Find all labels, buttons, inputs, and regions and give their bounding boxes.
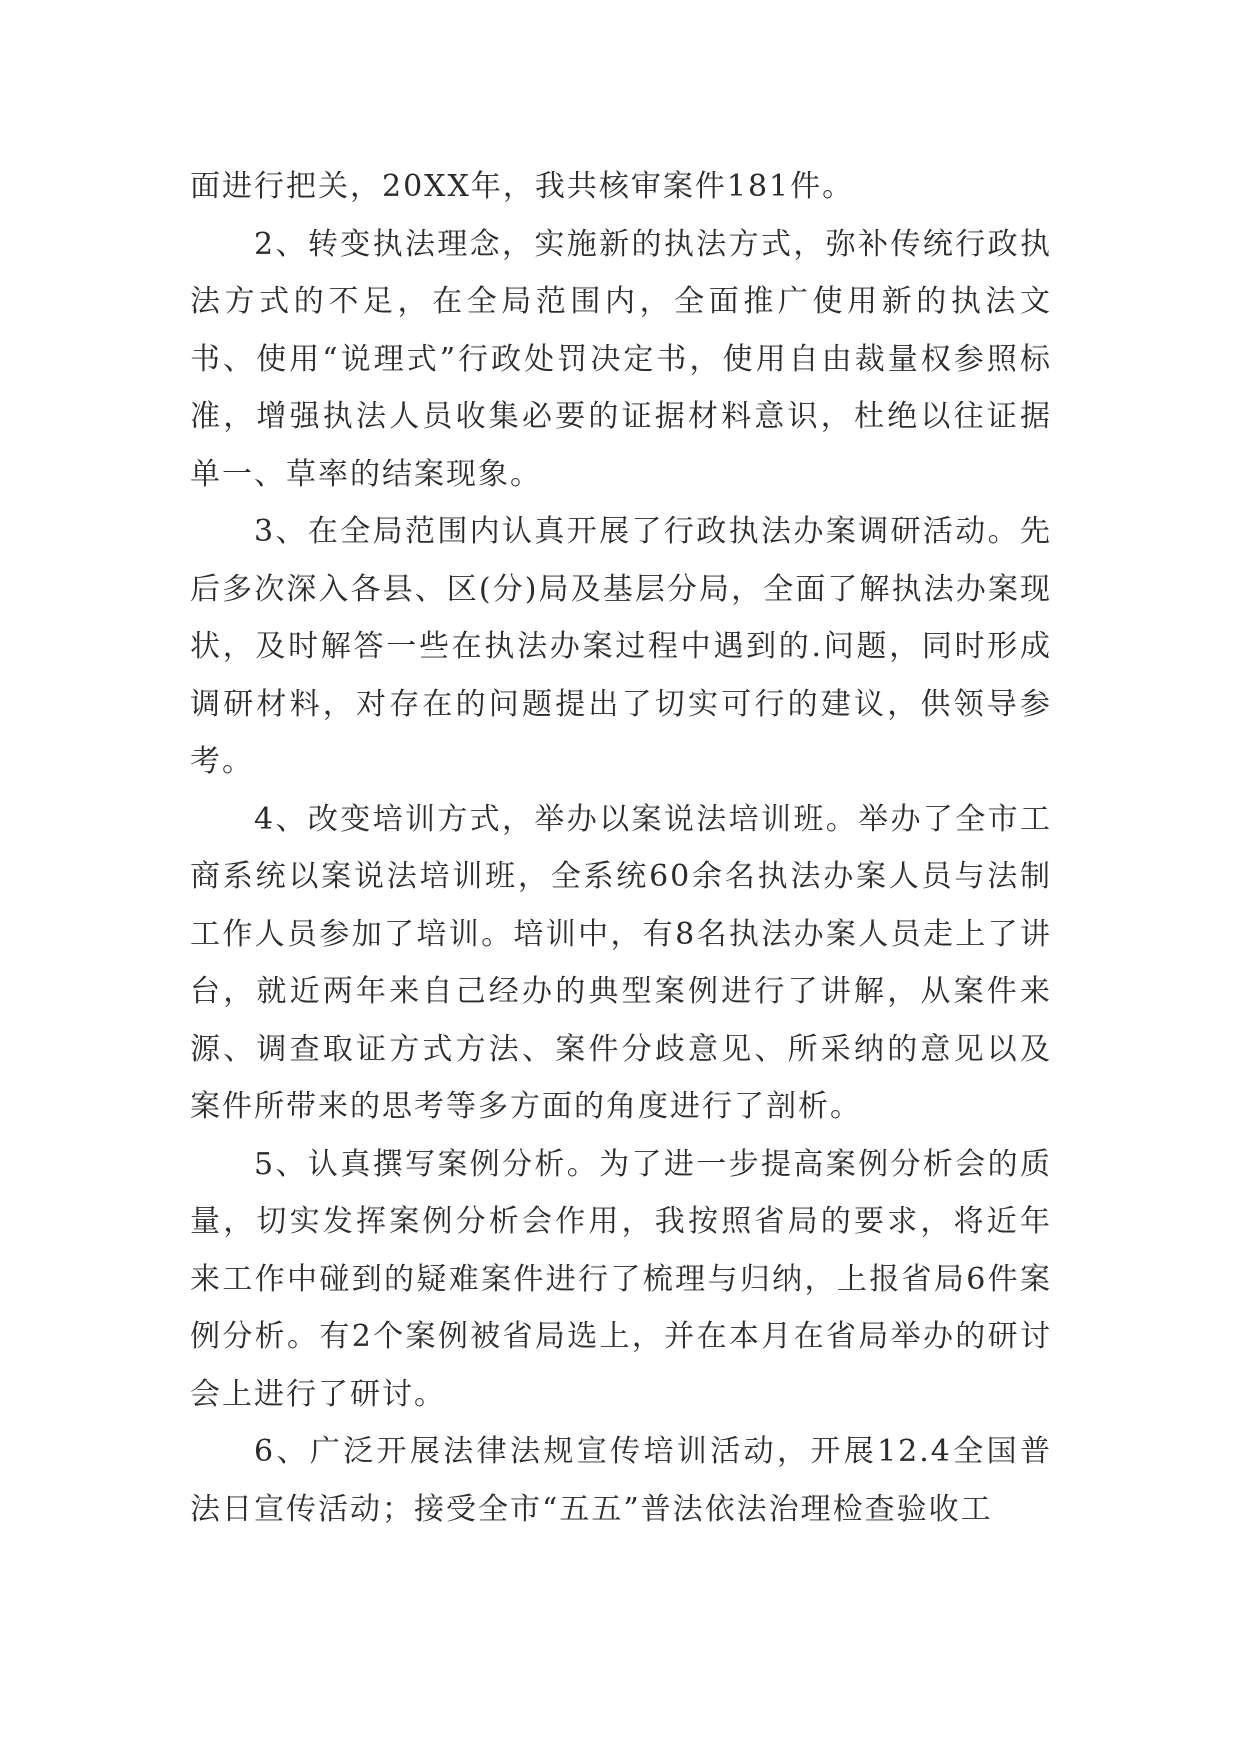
paragraph-item-2: 2、转变执法理念，实施新的执法方式，弥补传统行政执法方式的不足，在全局范围内，全面推广使用新的执法文书、使用“说理式”行政处罚决定书，使用自由裁量权参照标准，增强执法人员收集必要的证据材料意识，杜绝以往证据单一、草率的结案现象。 (190, 226, 1052, 492)
paragraph-item-6: 6、广泛开展法律法规宣传培训活动，开展12.4全国普法日宣传活动；接受全市“五五”普法依法治理检查验收工 (190, 1434, 1052, 1527)
paragraph-item-3: 3、在全局范围内认真开展了行政执法办案调研活动。先后多次深入各县、区(分)局及基层分局，全面了解执法办案现状，及时解答一些在执法办案过程中遇到的.问题，同时形成调研材料，对存在的问题提出了切实可行的建议，供领导参考。 (190, 514, 1052, 779)
document-body (190, 158, 1052, 1538)
paragraph-item-4: 4、改变培训方式，举办以案说法培训班。举办了全市工商系统以案说法培训班，全系统60余名执法办案人员与法制工作人员参加了培训。培训中，有8名执法办案人员走上了讲台，就近两年来自己经办的典型案例进行了讲解，从案件来源、调查取证方式方法、案件分歧意见、所采纳的意见以及案件所带来的思考等多方面的角度进行了剖析。 (190, 801, 1052, 1124)
paragraph-continuation: 面进行把关，20XX年，我共核审案件181件。 (190, 169, 855, 204)
paragraph-item-5: 5、认真撰写案例分析。为了进一步提高案例分析会的质量，切实发挥案例分析会作用，我按照省局的要求，将近年来工作中碰到的疑难案件进行了梳理与归纳，上报省局6件案例分析。有2个案例被省局选上，并在本月在省局举办的研讨会上进行了研讨。 (190, 1146, 1052, 1412)
